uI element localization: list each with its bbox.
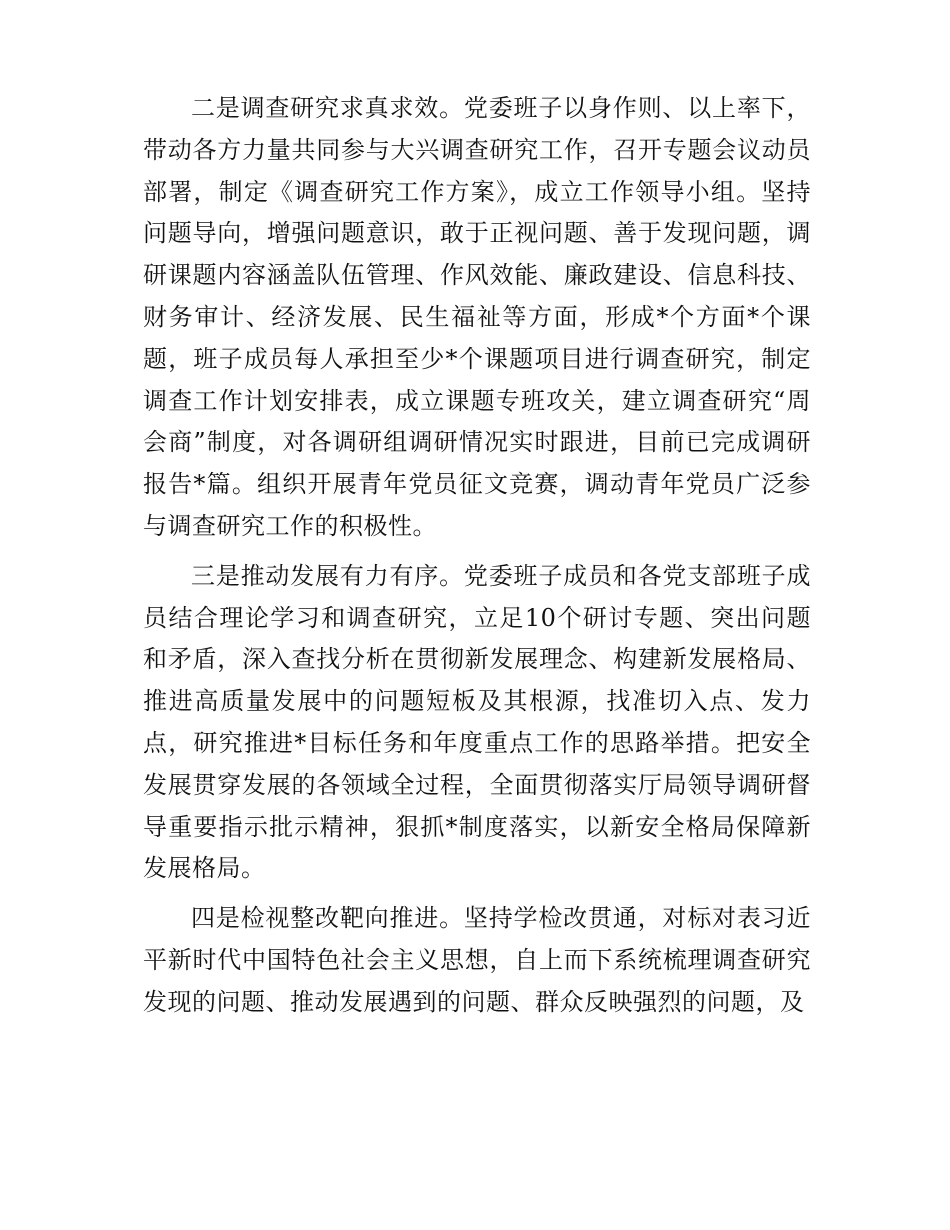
- paragraph-development-promotion: 三是推动发展有力有序。党委班子成员和各党支部班子成员结合理论学习和调查研究，立足10个研讨专题、突出问题和矛盾，深入查找分析在贯彻新发展理念、构建新发展格局、推进高质量发展中的问题短板及其根源，找准切入点、发力点，研究推进*目标任务和年度重点工作的思路举措。把安全发展贯穿发展的各领域全过程，全面贯彻落实厅局领导调研督导重要指示批示精神，狠抓*制度落实，以新安全格局保障新发展格局。: [143, 561, 811, 883]
- paragraph-investigation-research: 二是调查研究求真求效。党委班子以身作则、以上率下，带动各方力量共同参与大兴调查研究工作，召开专题会议动员部署，制定《调查研究工作方案》，成立工作领导小组。坚持问题导向，增强问题意识，敢于正视问题、善于发现问题，调研课题内容涵盖队伍管理、作风效能、廉政建设、信息科技、财务审计、经济发展、民生福祉等方面，形成*个方面*个课题，班子成员每人承担至少*个课题项目进行调查研究，制定调查工作计划安排表，成立课题专班攻关，建立调查研究“周会商”制度，对各调研组调研情况实时跟进，目前已完成调研报告*篇。组织开展青年党员征文竞赛，调动青年党员广泛参与调查研究工作的积极性。: [143, 94, 811, 540]
- document-body: [143, 88, 811, 1032]
- paragraph-inspection-rectification: 四是检视整改靶向推进。坚持学检改贯通，对标对表习近平新时代中国特色社会主义思想，自上而下系统梳理调查研究发现的问题、推动发展遇到的问题、群众反映强烈的问题，及: [143, 904, 811, 1016]
